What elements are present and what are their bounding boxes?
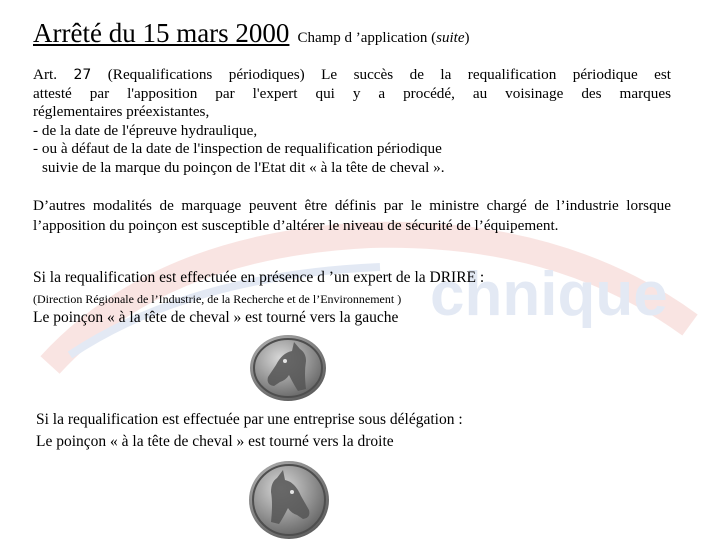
paragraph-other-markings: D’autres modalités de marquage peuvent être définis par le ministre chargé de l’industrie lorsque l’apposition du poinçon est susceptible d’altérer le niveau de sécurité de l’équipement. <box>33 197 671 234</box>
article-line-3: réglementaires préexistantes, <box>33 103 210 120</box>
subtitle-prefix: Champ d ’application ( <box>297 30 437 46</box>
stamp-right-line: Le poinçon « à la tête de cheval » est tourné vers la droite <box>36 433 394 450</box>
delegation-case-line: Si la requalification est effectuée par une entreprise sous délégation : <box>36 411 463 428</box>
article-label: Art. <box>33 66 58 83</box>
article-line-2: attesté par l'apposition par l'expert qui y a procédé, au voisinage des marques <box>33 84 671 102</box>
horse-head-stamp-right-icon <box>247 458 331 540</box>
article-line-1-text: (Requalifications périodiques) Le succès de la requalification périodique est <box>107 66 672 83</box>
article-number: 27 <box>73 67 92 83</box>
page-subtitle <box>297 30 469 46</box>
article-line-4: - de la date de l'épreuve hydraulique, <box>33 121 258 139</box>
subtitle-suffix: ) <box>464 30 470 46</box>
subtitle-italic: suite <box>436 30 465 46</box>
article-line-1 <box>33 66 671 85</box>
page-title: Arrêté du 15 mars 2000 <box>33 18 290 48</box>
article-line-6: suivie de la marque du poinçon de l'Etat dit « à la tête de cheval ». <box>42 158 445 176</box>
stamp-left-line: Le poinçon « à la tête de cheval » est tourné vers la gauche <box>33 309 399 326</box>
drire-definition-note: (Direction Régionale de l’Industrie, de la Recherche et de l’Environnement ) <box>33 292 402 306</box>
horse-head-stamp-left-icon <box>248 333 328 403</box>
watermark-text: chnique <box>430 260 668 329</box>
expert-case-line: Si la requalification est effectuée en présence d ’un expert de la DRIRE : <box>33 269 485 286</box>
article-line-5: - ou à défaut de la date de l'inspection de requalification périodique <box>33 140 442 157</box>
article-27 <box>33 66 671 177</box>
title-row <box>33 18 470 49</box>
